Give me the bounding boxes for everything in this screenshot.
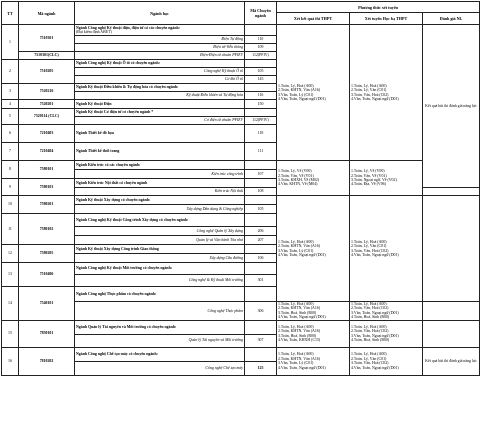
row-major [75, 287, 245, 302]
row-quota: 105 [245, 68, 277, 76]
row-tt: 9 [2, 179, 19, 196]
row-tt: 8 [2, 161, 19, 179]
row-major: Kiến trúc công trình [75, 170, 245, 179]
row-major: Quản lý Tài nguyên và Môi trường [75, 334, 245, 347]
row-major: Công nghệ Quản lý Xây dựng [75, 227, 245, 236]
row-major [75, 196, 245, 205]
header-quota: Mã Chuyên ngành [245, 2, 277, 25]
row-quota: 116 [245, 92, 277, 100]
row-code: 7580201 [19, 196, 75, 214]
row-code: 7580102 [19, 214, 75, 245]
major-title: Ngành Thiết kế đồ họa [76, 131, 114, 136]
row-code: 7510205 [19, 60, 75, 84]
row-quota: 145 [245, 76, 277, 84]
row-code: 7540101 [19, 287, 75, 321]
row-major [75, 245, 245, 254]
admissions-table [1, 1, 480, 376]
thpt-group-4: 1.Toán, Lý, Hoá (A00) 2.Toán, KHTN, Văn (A16) 3.Văn, Toán, Lý (C01) 4.Văn, Toán, Ngoại ngữ (D01) [277, 196, 350, 302]
row-quota [245, 347, 277, 361]
nl-group-7 [423, 320, 480, 347]
row-tt: 1 [2, 25, 19, 60]
row-code: 7210404 [19, 143, 75, 161]
row-code: 7810202 [19, 347, 75, 375]
row-major: Công nghệ Chế tạo máy [75, 361, 245, 375]
row-code: 7580103 [19, 179, 75, 196]
row-tt: 3 [2, 84, 19, 100]
major-note: (Đạt kiểm định ABET) [76, 30, 112, 34]
major-title: Ngành Công nghệ Kỹ thuật Môi trường có chuyên ngành: [76, 266, 173, 271]
row-quota: 112(PFIV) [245, 52, 277, 60]
major-title: Ngành Kỹ thuật Điện [76, 101, 112, 106]
major-title: Ngành Quản lý Tài nguyên và Môi trường có chuyên ngành: [76, 324, 177, 329]
major-title: Ngành Kiến trúc Nội thất có chuyên ngành [76, 180, 148, 185]
major-title: Ngành Công nghệ Kỹ thuật Ô tô có chuyên ngành: [76, 61, 160, 66]
row-quota: 110 [245, 36, 277, 44]
row-quota: 118 [245, 125, 277, 143]
row-tt: 2 [2, 60, 19, 84]
row-tt: 11 [2, 214, 19, 245]
row-major: Công nghệ & Kỹ thuật Môi trường [75, 275, 245, 287]
major-title: Ngành Kỹ thuật Cơ điện tử có chuyên ngành * [76, 110, 154, 115]
row-tt: 5 [2, 109, 19, 125]
row-quota [245, 109, 277, 117]
table-row [2, 161, 480, 170]
thpt-group-8: 1.Toán, Lý, Hoá (A00) 2.Toán, KHTN, Văn (A16) 3.Văn, Toán, Lý (C01) 4.Văn, Toán, Ngoại ngữ (D01) [277, 347, 350, 375]
row-quota: 306 [245, 302, 277, 321]
row-major: Xây dựng Cầu đường [75, 254, 245, 263]
row-major: Cơ điện tử chuẩn PFIEV [75, 117, 245, 125]
major-title: Ngành Công nghệ Kỹ thuật Công trình Xây dựng có chuyên ngành: [76, 217, 189, 222]
row-major: Xây dựng Dân dụng & Công nghiệp [75, 205, 245, 214]
row-tt: 7 [2, 143, 19, 161]
row-code: 7850101 [19, 320, 75, 347]
row-major: Điện-Điện tử chuẩn PFIEV [75, 52, 245, 60]
row-quota [245, 196, 277, 205]
table-row [2, 196, 480, 205]
header-nl: Đánh giá NL [423, 13, 480, 25]
row-code: 7510406 [19, 263, 75, 287]
major-title: Ngành Kiến trúc có các chuyên ngành: [76, 162, 141, 167]
row-quota [245, 214, 277, 227]
row-code: 7580205 [19, 245, 75, 263]
hocba-group-8: 1.Toán, Lý, Hoá (A00) 2.Toán, Lý, Văn (C01) 3.Toán, Văn, Hoá (C02) 4.Văn, Toán, Ngoại ngữ (D01) [350, 347, 423, 375]
row-tt: 15 [2, 320, 19, 347]
thpt-group-3: 1.Toán, Lý, Vẽ (V00) 2.Toán, Văn, Vẽ (V01) 3.Toán, KHXH, Vẽ (M02) 4.Văn, KHTN, Vẽ (M04) [277, 161, 350, 196]
hocba-group-4: 1.Toán, Lý, Hoá (A00) 2.Toán, Lý, Văn (C01) 3.Toán, Văn, Hoá (C02) 4.Văn, Toán, Ngoại ngữ (D01) [350, 196, 423, 302]
row-major [75, 161, 245, 170]
hocba-group-3: 1.Toán, Lý, Vẽ (V00) 2.Toán, Văn, Vẽ (V01) 3.Toán, Ngoại ngữ, Vẽ (V02) 4.Toán, Địa, Vẽ (V06) [350, 161, 423, 196]
row-tt: 13 [2, 263, 19, 287]
row-quota: 105 [245, 205, 277, 214]
nl-group-4 [423, 196, 480, 302]
row-major [75, 100, 245, 109]
row-quota: 111 [245, 143, 277, 161]
row-major [75, 179, 245, 188]
row-major [75, 347, 245, 361]
major-title: Ngành Kỹ thuật Điều khiển & Tự động hóa có chuyên ngành: [76, 85, 179, 90]
header-major: Ngành học [75, 2, 245, 25]
row-quota: 109 [245, 44, 277, 52]
header-hocba: Xét tuyển Học bạ THPT [350, 13, 423, 25]
hocba-group-7: 1.Toán, Lý, Hoá (A00) 2.Toán, Văn, Hoá (C02) 3.Văn, Toán, Ngoại ngữ (D01) 4.Toán, Hoá, Sinh (B00) [350, 320, 423, 347]
row-major [75, 84, 245, 92]
header-code: Mã ngành [19, 2, 75, 25]
major-title: Ngành Kỹ thuật Xây dựng có chuyên ngành: [76, 197, 151, 202]
row-major [75, 214, 245, 227]
row-tt: 14 [2, 287, 19, 321]
row-major: Điện tử-Viễn thông [75, 44, 245, 52]
row-major [75, 263, 245, 275]
row-major [75, 320, 245, 334]
row-major [75, 25, 245, 36]
row-major [75, 143, 245, 161]
row-major [75, 109, 245, 117]
header-methods: Phương thức xét tuyển [277, 2, 480, 13]
row-quota [245, 287, 277, 302]
row-code: 7510301 [19, 25, 75, 52]
row-quota [245, 320, 277, 334]
hocba-group-6: 1.Toán, Lý, Hoá (A00) 2.Toán, Văn, Hoá (C02) 3.Văn, Toán, Ngoại ngữ (D01) 4.Toán, Hoá, Sinh (B00) [350, 302, 423, 321]
row-major: Kỹ thuật Điều khiển và Tự động hóa [75, 92, 245, 100]
row-quota: 106 [245, 254, 277, 263]
row-tt: 16 [2, 347, 19, 375]
nl-group-8: Kết quả bài thi đánh giá năng lực [423, 347, 480, 375]
row-quota [245, 263, 277, 275]
row-major: Kiến trúc Nội thất [75, 188, 245, 196]
row-quota: 307 [245, 334, 277, 347]
row-code: 7210403 [19, 125, 75, 143]
row-quota: 301 [245, 275, 277, 287]
row-quota: 112(PFIV) [245, 117, 277, 125]
major-title: Ngành Thiết kế thời trang [76, 149, 120, 154]
header-thpt: Xét kết quả thi THPT [277, 13, 350, 25]
thpt-group-7: 1.Toán, Lý, Hoá (A00) 2.Toán, KHTN, Văn (A16) 3.Toán, Hoá, Sinh (B00) 4.Văn, Toán, KHXH (C15) [277, 320, 350, 347]
row-major: Công nghệ Kỹ thuật Ô tô [75, 68, 245, 76]
row-quota [245, 245, 277, 254]
row-major: Công nghệ Thực phẩm [75, 302, 245, 321]
row-tt: 6 [2, 125, 19, 143]
nl-group-1: Kết quả bài thi đánh giá năng lực [423, 25, 480, 188]
row-quota: 150 [245, 100, 277, 109]
thpt-group-6: 1.Toán, Lý, Hoá (A00) 2.Toán, KHTN, Văn (A16) 3.Toán, Hoá, Sinh (B00) 4.Văn, Toán, Ngoại ngữ (D01) [277, 302, 350, 321]
row-code: 7520201 [19, 100, 75, 109]
row-quota [245, 84, 277, 92]
row-code: 7520114 (CLC) [19, 109, 75, 125]
major-title: Ngành Công nghệ Kỹ thuật điện, điện tử có các chuyên ngành: [76, 25, 180, 30]
thpt-group-1: 1.Toán, Lý, Hoá (A00) 2.Toán, KHTN, Văn (A16) 3.Văn, Toán, Lý (C01) 4.Văn, Toán, Ngoại ngữ (D01) [277, 25, 350, 161]
major-title: Ngành Kỹ thuật Xây dựng Công trình Giao thông [76, 246, 159, 251]
row-quota [245, 179, 277, 188]
row-tt: 12 [2, 245, 19, 263]
row-major: Cơ khí Ô tô [75, 76, 245, 84]
row-major: Điện Tự động [75, 36, 245, 44]
row-major [75, 60, 245, 68]
table-row [2, 25, 480, 36]
row-quota [245, 60, 277, 68]
row-quota: 125 [245, 361, 277, 375]
row-code: 7510301(CLC) [19, 52, 75, 60]
major-title: Ngành Công nghệ Chế tạo máy có chuyên ngành: [76, 351, 158, 356]
row-tt: 10 [2, 196, 19, 214]
nl-group-6 [423, 302, 480, 321]
header-tt: TT [2, 2, 19, 25]
row-quota: 107 [245, 170, 277, 179]
hocba-group-1: 1.Toán, Lý, Hoá (A00) 2.Toán, Lý, Văn (C01) 3.Toán, Văn, Hoá (C02) 4.Văn, Toán, Ngoại ngữ (D01) [350, 25, 423, 161]
row-code: 7580101 [19, 161, 75, 179]
table-row [2, 320, 480, 334]
row-major [75, 125, 245, 143]
table-row [2, 347, 480, 361]
row-quota: 207 [245, 236, 277, 245]
row-major: Quản lý và Vận hành Tòa nhà [75, 236, 245, 245]
row-quota: 206 [245, 227, 277, 236]
major-title: Ngành Công nghệ Thực phẩm có chuyên ngành: [76, 291, 157, 296]
row-code: 7520216 [19, 84, 75, 100]
row-quota [245, 161, 277, 170]
row-tt: 4 [2, 100, 19, 109]
row-quota [245, 25, 277, 36]
row-quota: 108 [245, 188, 277, 196]
